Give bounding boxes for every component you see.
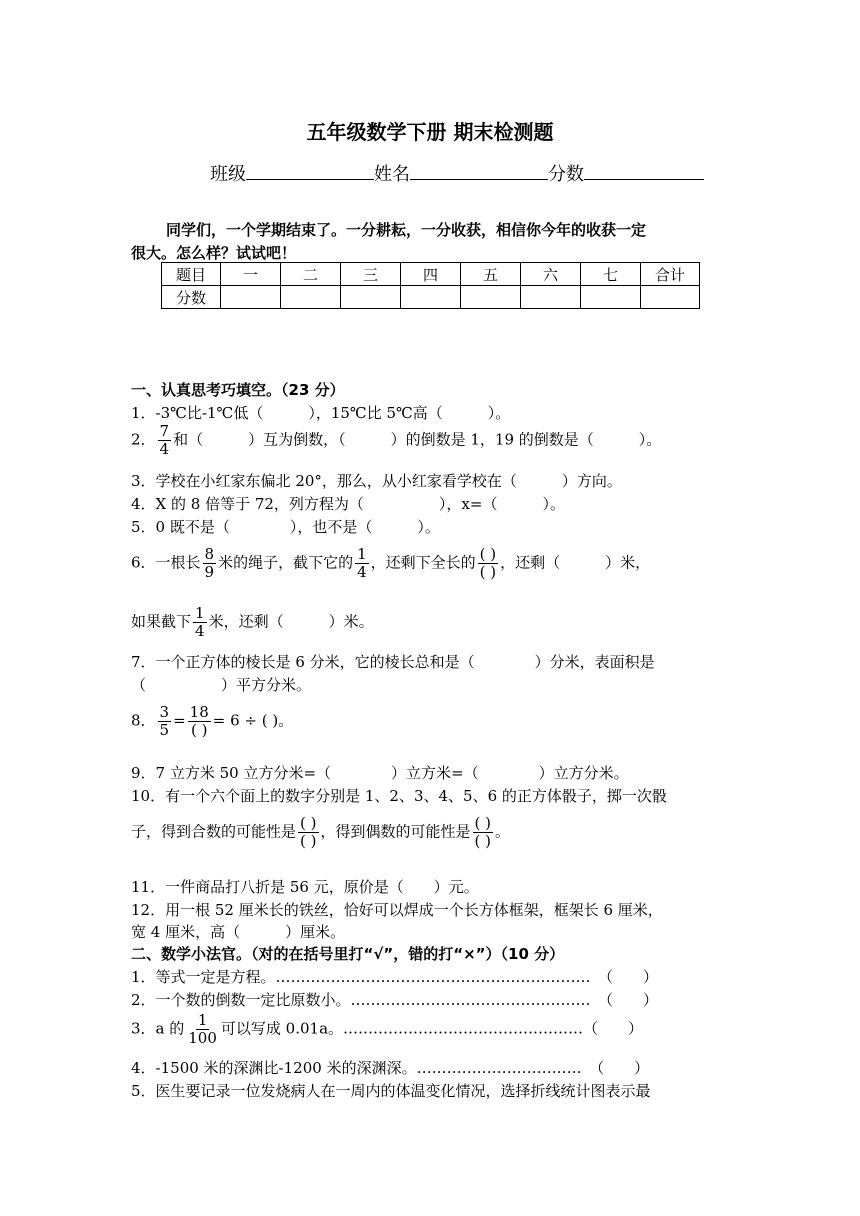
question-1-6: 6．一根长 $\frac{8}{9}$ 米的绳子，截下它的 $\frac{1}{4}$ ，还剩下全长的 $\frac{( )}{( )}$ ，还剩（ ）米， xyxy=(131,545,651,581)
fraction: $\frac{8}{9}$ xyxy=(204,545,215,581)
score-table-header-row xyxy=(162,263,700,286)
header-cell: 四 xyxy=(401,263,461,286)
question-1-7: 7．一个正方体的棱长是 6 分米，它的棱长总和是（ ）分米，表面积是 xyxy=(131,653,655,671)
intro-line-2: 很大。怎么样？试试吧！ xyxy=(131,244,297,262)
question-1-6-cont: 如果截下 $\frac{1}{4}$ 米，还剩（ ）米。 xyxy=(131,604,374,640)
question-1-12: 12．用一根 52 厘米长的铁丝，恰好可以焊成一个长方体框架，框架长 6 厘米， xyxy=(131,901,663,919)
header-cell: 六 xyxy=(521,263,581,286)
score-cell[interactable] xyxy=(641,286,700,309)
fraction: $\frac{18}{( )}$ xyxy=(189,703,209,739)
class-field[interactable] xyxy=(246,161,374,180)
question-1-3: 3．学校在小红家东偏北 20°，那么，从小红家看学校在（ ）方向。 xyxy=(131,472,622,490)
question-2-1: 1．等式一定是方程。……………………………………………………… （ ） xyxy=(131,968,659,986)
fraction: $\frac{( )}{( )}$ xyxy=(479,545,497,581)
fraction: $\frac{3}{5}$ xyxy=(159,703,170,739)
name-label: 姓名 xyxy=(374,164,410,185)
header-cell: 三 xyxy=(341,263,401,286)
row-label: 分数 xyxy=(162,286,221,309)
question-1-11: 11．一件商品打八折是 56 元，原价是（ ）元。 xyxy=(131,878,479,896)
score-cell[interactable] xyxy=(341,286,401,309)
question-1-12-cont: 宽 4 厘米，高（ ）厘米。 xyxy=(131,923,346,941)
header-cell: 七 xyxy=(581,263,641,286)
question-1-5: 5．0 既不是（ ），也不是（ ）。 xyxy=(131,518,440,536)
class-label: 班级 xyxy=(210,164,246,185)
fraction: $\frac{( )}{( )}$ xyxy=(474,814,491,850)
header-cell: 五 xyxy=(461,263,521,286)
header-cell: 题目 xyxy=(162,263,221,286)
question-1-2: 2． $\frac{7}{4}$ 和（ ）互为倒数，（ ）的倒数是 1，19 的倒数是（ ）。 xyxy=(131,422,662,458)
score-cell[interactable] xyxy=(401,286,461,309)
question-2-2: 2．一个数的倒数一定比原数小。………………………………………… （ ） xyxy=(131,991,659,1009)
score-cell[interactable] xyxy=(581,286,641,309)
header-cell: 一 xyxy=(221,263,281,286)
fraction: $\frac{7}{4}$ xyxy=(159,422,170,458)
score-table-score-row xyxy=(162,286,700,309)
question-2-4: 4．-1500 米的深渊比-1200 米的深渊深。…………………………… （ ） xyxy=(131,1059,650,1077)
fraction: $\frac{1}{100}$ xyxy=(188,1011,217,1047)
fraction: $\frac{1}{4}$ xyxy=(357,545,367,581)
score-cell[interactable] xyxy=(281,286,341,309)
intro-line-1: 同学们，一个学期结束了。一分耕耘，一分收获，相信你今年的收获一定 xyxy=(166,221,647,239)
student-info-line xyxy=(210,160,704,186)
question-1-8: 8． $\frac{3}{5}$ = $\frac{18}{( )}$ = 6 ÷ ( )。 xyxy=(131,703,294,739)
fraction: $\frac{1}{4}$ xyxy=(195,604,205,640)
score-label: 分数 xyxy=(548,164,584,185)
score-cell[interactable] xyxy=(221,286,281,309)
question-1-10: 10．有一个六个面上的数字分别是 1、2、3、4、5、6 的正方体骰子，掷一次骰 xyxy=(131,787,667,805)
question-1-10-cont: 子，得到合数的可能性是 $\frac{( )}{( )}$ ，得到偶数的可能性是 $\frac{( )}{( )}$ 。 xyxy=(131,814,511,850)
question-2-3: 3．a 的 $\frac{1}{100}$ 可以写成 0.01a。…………………………………………（ ） xyxy=(131,1011,644,1047)
question-2-5: 5．医生要记录一位发烧病人在一周内的体温变化情况，选择折线统计图表示最 xyxy=(131,1082,651,1100)
fraction: $\frac{( )}{( )}$ xyxy=(300,814,317,850)
question-1-9: 9．7 立方米 50 立方分米=（ ）立方米=（ ）立方分米。 xyxy=(131,764,629,782)
header-cell: 合计 xyxy=(641,263,700,286)
header-cell: 二 xyxy=(281,263,341,286)
question-1-1: 1．-3℃比-1℃低（ ），15℃比 5℃高（ ）。 xyxy=(131,404,511,422)
score-table xyxy=(161,262,700,309)
question-1-7-cont: （ ）平方分米。 xyxy=(131,676,312,694)
question-1-4: 4．X 的 8 倍等于 72，列方程为（ ），x=（ ）。 xyxy=(131,495,565,513)
score-cell[interactable] xyxy=(521,286,581,309)
name-field[interactable] xyxy=(410,161,548,180)
score-field[interactable] xyxy=(584,161,704,180)
score-cell[interactable] xyxy=(461,286,521,309)
page-title: 五年级数学下册 期末检测题 xyxy=(306,120,554,144)
section-2-heading: 二、数学小法官。（对的在括号里打“√”，错的打“×”）（10 分） xyxy=(131,945,565,963)
section-1-heading: 一、认真思考巧填空。（23 分） xyxy=(131,381,345,399)
